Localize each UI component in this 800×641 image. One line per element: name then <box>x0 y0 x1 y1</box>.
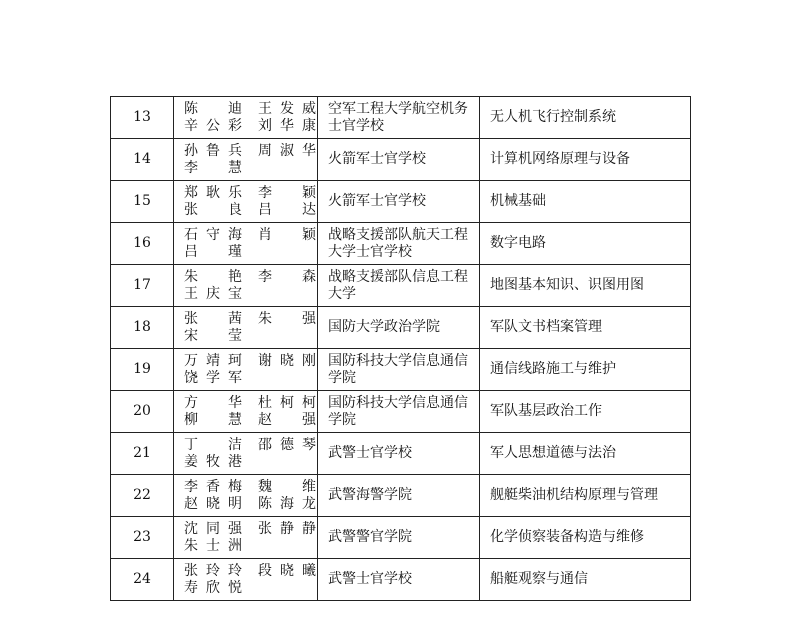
author-names <box>174 433 318 475</box>
institution: 空军工程大学航空机务士官学校 <box>318 97 480 139</box>
person-name: 谢晓刚 <box>258 352 316 369</box>
row-number: 17 <box>111 265 174 307</box>
course-title: 通信线路施工与维护 <box>480 349 691 391</box>
person-name: 朱 艳 <box>184 268 242 285</box>
person-name: 王发威 <box>258 100 316 117</box>
course-title: 地图基本知识、识图用图 <box>480 265 691 307</box>
table-row <box>111 391 691 433</box>
person-name <box>258 580 316 597</box>
name-line <box>184 395 317 412</box>
row-number: 24 <box>111 559 174 601</box>
author-names <box>174 349 318 391</box>
table-row <box>111 97 691 139</box>
author-names <box>174 475 318 517</box>
person-name: 王庆宝 <box>184 285 242 302</box>
name-line <box>184 521 317 538</box>
author-names <box>174 559 318 601</box>
table-row <box>111 475 691 517</box>
row-number: 18 <box>111 307 174 349</box>
person-name: 方 华 <box>184 394 242 411</box>
person-name: 柳 慧 <box>184 411 242 428</box>
name-line <box>184 101 317 118</box>
institution: 武警士官学校 <box>318 433 480 475</box>
author-names <box>174 391 318 433</box>
name-line <box>184 244 317 261</box>
name-line <box>184 286 317 303</box>
course-title: 军队文书档案管理 <box>480 307 691 349</box>
name-line <box>184 160 317 177</box>
course-title: 计算机网络原理与设备 <box>480 139 691 181</box>
author-names <box>174 181 318 223</box>
person-name: 吕 达 <box>258 201 316 218</box>
institution: 国防大学政治学院 <box>318 307 480 349</box>
table-row <box>111 307 691 349</box>
row-number: 19 <box>111 349 174 391</box>
person-name: 邵德琴 <box>258 436 316 453</box>
institution: 武警海警学院 <box>318 475 480 517</box>
course-title: 无人机飞行控制系统 <box>480 97 691 139</box>
course-title: 机械基础 <box>480 181 691 223</box>
name-line <box>184 202 317 219</box>
row-number: 21 <box>111 433 174 475</box>
name-line <box>184 353 317 370</box>
person-name: 姜牧港 <box>184 453 242 470</box>
person-name: 丁 洁 <box>184 436 242 453</box>
person-name <box>258 244 316 261</box>
person-name <box>258 454 316 471</box>
author-names <box>174 97 318 139</box>
row-number: 13 <box>111 97 174 139</box>
name-line <box>184 437 317 454</box>
row-number: 16 <box>111 223 174 265</box>
table-row <box>111 265 691 307</box>
name-line <box>184 269 317 286</box>
name-line <box>184 563 317 580</box>
person-name: 肖 颖 <box>258 226 316 243</box>
institution: 武警士官学校 <box>318 559 480 601</box>
table-row <box>111 433 691 475</box>
institution: 火箭军士官学校 <box>318 139 480 181</box>
person-name: 宋 莹 <box>184 327 242 344</box>
person-name: 段晓曦 <box>258 562 316 579</box>
row-number: 23 <box>111 517 174 559</box>
person-name <box>258 370 316 387</box>
name-line <box>184 479 317 496</box>
name-line <box>184 143 317 160</box>
table-row <box>111 223 691 265</box>
person-name: 张 茜 <box>184 310 242 327</box>
author-names <box>174 307 318 349</box>
person-name: 郑耿乐 <box>184 184 242 201</box>
person-name: 张 良 <box>184 201 242 218</box>
course-title: 数字电路 <box>480 223 691 265</box>
person-name: 陈 迪 <box>184 100 242 117</box>
person-name: 石守海 <box>184 226 242 243</box>
author-names <box>174 265 318 307</box>
person-name: 陈海龙 <box>258 495 316 512</box>
person-name: 李 慧 <box>184 159 242 176</box>
person-name <box>258 328 316 345</box>
author-names <box>174 517 318 559</box>
row-number: 14 <box>111 139 174 181</box>
person-name: 张静静 <box>258 520 316 537</box>
institution: 火箭军士官学校 <box>318 181 480 223</box>
institution: 武警警官学院 <box>318 517 480 559</box>
name-line <box>184 580 317 597</box>
course-title: 军队基层政治工作 <box>480 391 691 433</box>
person-name: 李 颖 <box>258 184 316 201</box>
name-line <box>184 311 317 328</box>
table-row <box>111 559 691 601</box>
person-name: 吕 瑾 <box>184 243 242 260</box>
name-line <box>184 496 317 513</box>
person-name: 朱 强 <box>258 310 316 327</box>
institution: 战略支援部队信息工程大学 <box>318 265 480 307</box>
person-name <box>258 160 316 177</box>
name-line <box>184 412 317 429</box>
institution: 国防科技大学信息通信学院 <box>318 349 480 391</box>
person-name: 杜柯柯 <box>258 394 316 411</box>
person-name <box>258 538 316 555</box>
person-name: 朱士洲 <box>184 537 242 554</box>
person-name: 万靖珂 <box>184 352 242 369</box>
course-title: 舰艇柴油机结构原理与管理 <box>480 475 691 517</box>
person-name: 李香梅 <box>184 478 242 495</box>
person-name: 周淑华 <box>258 142 316 159</box>
course-title: 化学侦察装备构造与维修 <box>480 517 691 559</box>
name-line <box>184 328 317 345</box>
person-name: 沈同强 <box>184 520 242 537</box>
table-row <box>111 517 691 559</box>
name-line <box>184 538 317 555</box>
author-names <box>174 223 318 265</box>
row-number: 22 <box>111 475 174 517</box>
table-row <box>111 139 691 181</box>
table-row <box>111 349 691 391</box>
person-name: 赵晓明 <box>184 495 242 512</box>
course-title: 军人思想道德与法治 <box>480 433 691 475</box>
person-name <box>258 286 316 303</box>
name-line <box>184 454 317 471</box>
institution: 国防科技大学信息通信学院 <box>318 391 480 433</box>
person-name: 李 森 <box>258 268 316 285</box>
person-name: 辛公彩 <box>184 117 242 134</box>
person-name: 张玲玲 <box>184 562 242 579</box>
name-line <box>184 370 317 387</box>
person-name: 寿欣悦 <box>184 579 242 596</box>
person-name: 饶学军 <box>184 369 242 386</box>
table-row <box>111 181 691 223</box>
name-line <box>184 118 317 135</box>
course-title: 船艇观察与通信 <box>480 559 691 601</box>
institution: 战略支援部队航天工程大学士官学校 <box>318 223 480 265</box>
name-line <box>184 227 317 244</box>
person-name: 刘华康 <box>258 117 316 134</box>
row-number: 20 <box>111 391 174 433</box>
person-name: 赵 强 <box>258 411 316 428</box>
person-name: 孙鲁兵 <box>184 142 242 159</box>
person-name: 魏 维 <box>258 478 316 495</box>
row-number: 15 <box>111 181 174 223</box>
course-table <box>110 96 691 601</box>
author-names <box>174 139 318 181</box>
name-line <box>184 185 317 202</box>
